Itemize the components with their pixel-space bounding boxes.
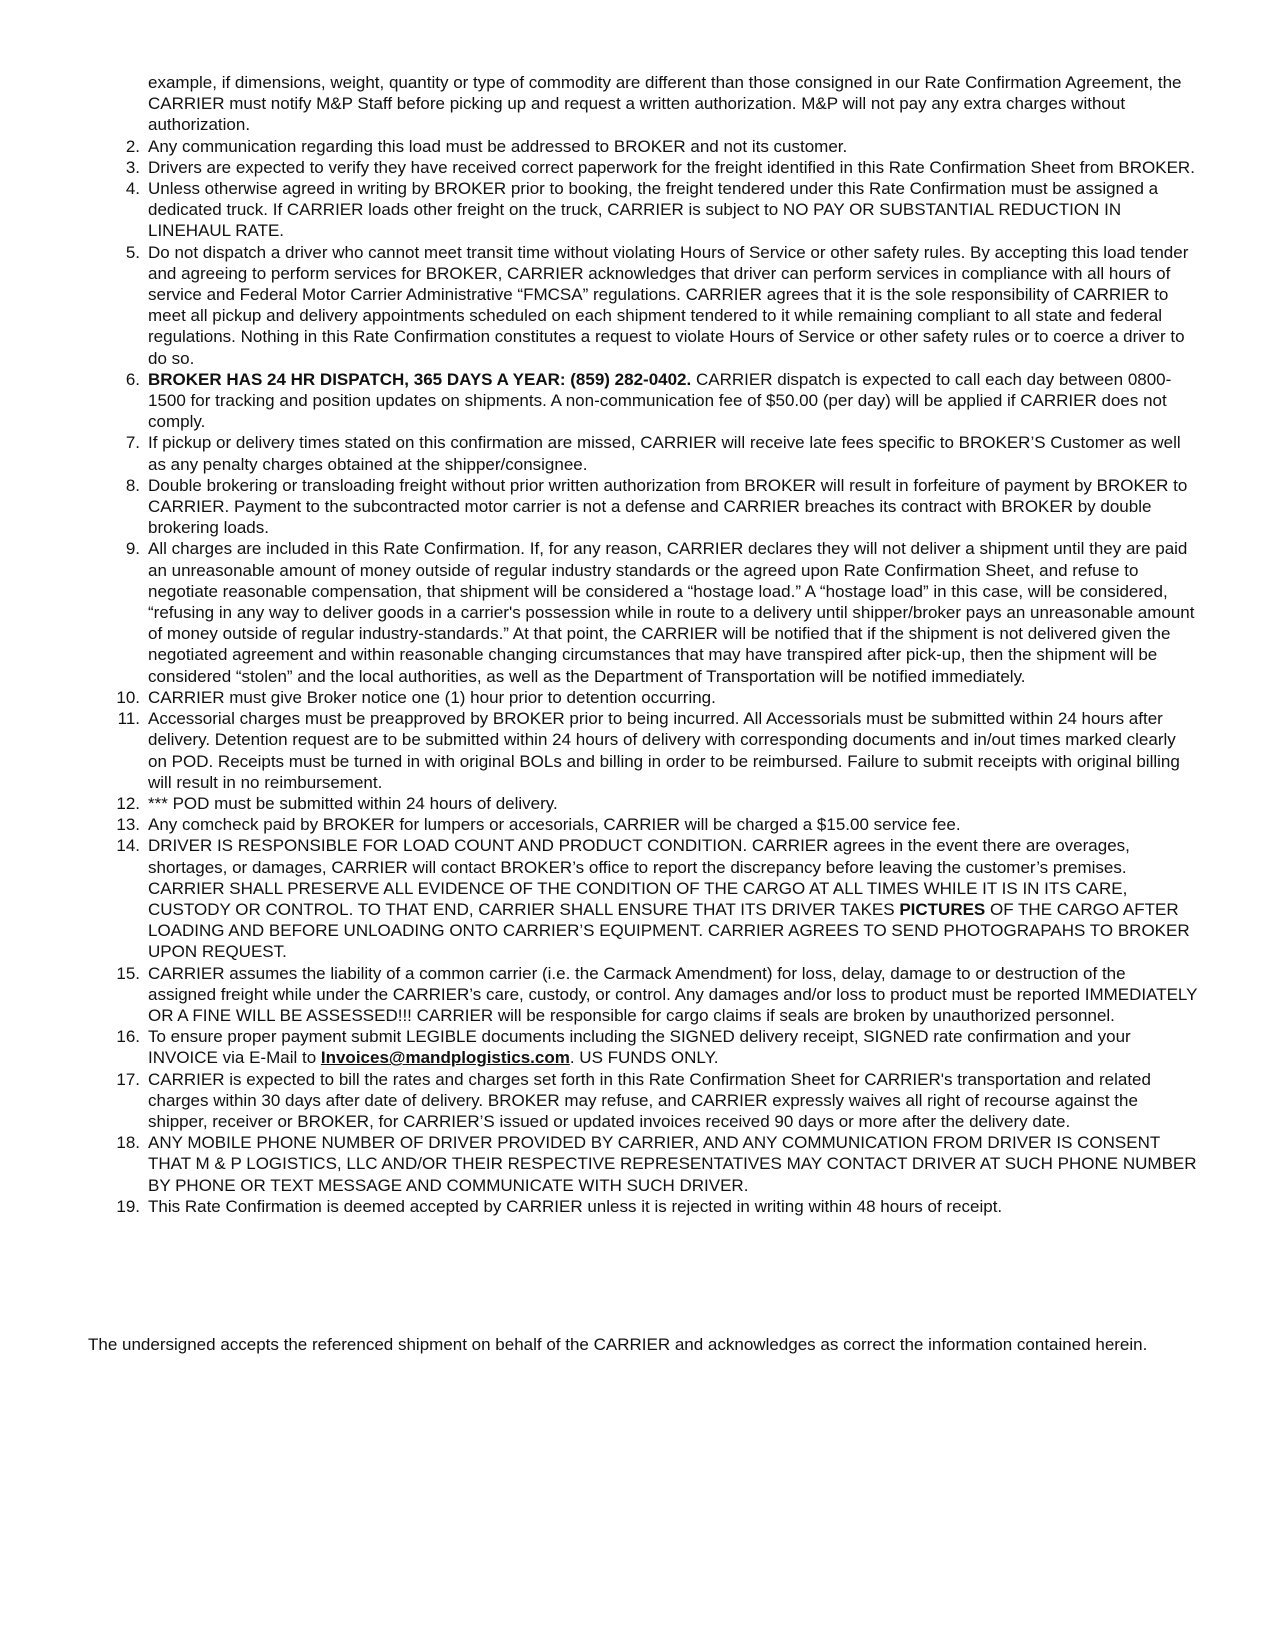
term-text-run: This Rate Confirmation is deemed accepted by CARRIER unless it is rejected in writing within 48 hours of receipt. — [148, 1196, 1003, 1216]
term-text — [148, 1197, 1002, 1216]
term-text — [148, 179, 1158, 240]
term-item — [88, 687, 1198, 708]
term-text-run: To ensure proper payment submit LEGIBLE documents including the SIGNED delivery receipt, SIGNED rate confirmation and your INVOICE via E-Mail to — [148, 1027, 1131, 1068]
term-text-run: Unless otherwise agreed in writing by BROKER prior to booking, the freight tendered under this Rate Confirmation must be assigned a dedicated truck. If CARRIER loads other freight on the truck, CARRIER is subject to NO PAY OR SUBSTANTIAL REDUCTION IN LINEHAUL RATE. — [148, 179, 1159, 241]
term-text — [148, 1070, 1151, 1131]
term-item — [88, 814, 1198, 835]
term-number: 14. — [116, 836, 140, 856]
term-text-run: If pickup or delivery times stated on this confirmation are missed, CARRIER will receive late fees specific to BROKER’S Customer as well as any penalty charges obtained at the shipper/consignee. — [148, 433, 1181, 474]
term-item — [88, 1069, 1198, 1133]
email-link[interactable]: Invoices@mandplogistics.com — [320, 1048, 570, 1068]
term-item — [88, 1132, 1198, 1196]
term-item — [88, 242, 1198, 369]
term-item — [88, 1026, 1198, 1068]
term-number: 8. — [125, 475, 140, 495]
term-text-run: All charges are included in this Rate Confirmation. If, for any reason, CARRIER declares they will not deliver a shipment until they are paid an unreasonable amount of money outside of regular industry standards or the agreed upon Rate Confirmation Sheet, and refuse to negotiate reasonable compensation, that shipment will be considered a “hostage load.” A “hostage load” in this case, will be considered, “refusing in any way to deliver goods in a carrier's possession while in route to a delivery until shipper/broker pays an unreasonable amount of money outside of regular industry-standards.” At that point, the CARRIER will be notified that if the shipment is not delivered given the negotiated agreement and within reasonable changing circumstances that may have transpired after pick-up, then the shipment will be considered “stolen” and the local authorities, as well as the Department of Transportation will be notified immediately. — [148, 539, 1195, 686]
term-item — [88, 475, 1198, 539]
term-text-run: BROKER HAS 24 HR DISPATCH, 365 DAYS A YEAR: (859) 282-0402. — [148, 369, 692, 389]
terms-list — [88, 72, 1198, 1217]
term-text-run: . US FUNDS ONLY. — [569, 1048, 719, 1068]
term-item — [88, 369, 1198, 433]
term-item — [88, 708, 1198, 793]
term-text — [148, 964, 1197, 1025]
term-text-run: Any comcheck paid by BROKER for lumpers or accesorials, CARRIER will be charged a $15.00 service fee. — [148, 815, 961, 835]
term-text-run: CARRIER is expected to bill the rates and charges set forth in this Rate Confirmation Sheet for CARRIER's transportation and related charges within 30 days after date of delivery. BROKER may refuse, and CARRIER expressly waives all right of recourse against the shipper, receiver or BROKER, for CARRIER’S issued or updated invoices received 90 days or more after the delivery date. — [148, 1069, 1151, 1131]
term-number: 18. — [116, 1133, 140, 1153]
term-number: 3. — [125, 157, 140, 177]
term-number: 13. — [116, 815, 140, 835]
term-text — [148, 243, 1188, 368]
term-text — [148, 815, 961, 834]
term-text-run: ANY MOBILE PHONE NUMBER OF DRIVER PROVIDED BY CARRIER, AND ANY COMMUNICATION FROM DRIVER IS CONSENT THAT M & P LOGISTICS, LLC AND/OR THEIR RESPECTIVE REPRESENTATIVES MAY CONTACT DRIVER AT SUCH PHONE NUMBER BY PHONE OR TEXT MESSAGE AND COMMUNICATE WITH SUCH DRIVER. — [148, 1133, 1197, 1195]
term-text-run: DRIVER IS RESPONSIBLE FOR LOAD COUNT AND PRODUCT CONDITION. CARRIER agrees in the event there are overages, shortages, or damages, CARRIER will contact BROKER’s office to report the discrepancy before leaving the customer’s premises. CARRIER SHALL PRESERVE ALL EVIDENCE OF THE CONDITION OF THE CARGO AT ALL TIMES WHILE IT IS IN ITS CARE, CUSTODY OR CONTROL. TO THAT END, CARRIER SHALL ENSURE THAT ITS DRIVER TAKES — [148, 836, 1130, 919]
term-text-run: OF THE CARGO AFTER LOADING AND BEFORE UNLOADING ONTO CARRIER’S EQUIPMENT. CARRIER AGREES TO SEND PHOTOGRAPAHS TO BROKER UPON REQUEST. — [148, 899, 1190, 962]
term-number: 12. — [116, 793, 140, 813]
term-text — [148, 370, 1171, 431]
term-number: 17. — [116, 1069, 140, 1089]
term-text — [148, 1027, 1131, 1067]
term-text-run: Double brokering or transloading freight without prior written authorization from BROKER will result in forfeiture of payment by BROKER to CARRIER. Payment to the subcontracted motor carrier is not a defense and CARRIER breaches its contract with BROKER by double brokering loads. — [148, 475, 1188, 538]
term-number: 11. — [117, 709, 140, 729]
term-text — [148, 137, 847, 156]
term-text — [148, 1133, 1197, 1194]
term-text-run: CARRIER dispatch is expected to call each day between 0800-1500 for tracking and position updates on shipments. A non-communication fee of $50.00 (per day) will be applied if CARRIER does not comply. — [148, 369, 1172, 432]
term-text — [148, 794, 558, 813]
term-number: 10. — [116, 687, 140, 707]
term-item — [88, 72, 1198, 136]
term-item — [88, 835, 1198, 962]
term-text — [148, 539, 1194, 685]
term-text-run: CARRIER must give Broker notice one (1) hour prior to detention occurring. — [148, 687, 716, 707]
term-text — [148, 476, 1187, 537]
term-text — [148, 688, 716, 707]
term-text — [148, 158, 1195, 177]
term-item — [88, 136, 1198, 157]
term-text-run: Drivers are expected to verify they have received correct paperwork for the freight identified in this Rate Confirmation Sheet from BROKER. — [148, 157, 1195, 177]
term-text — [148, 73, 1181, 134]
term-number: 19. — [116, 1196, 140, 1216]
term-text-run: Any communication regarding this load must be addressed to BROKER and not its customer. — [148, 136, 848, 156]
term-item — [88, 432, 1198, 474]
term-number: 9. — [125, 539, 140, 559]
term-text — [148, 836, 1190, 961]
term-number: 7. — [125, 433, 140, 453]
term-text-run: Do not dispatch a driver who cannot meet transit time without violating Hours of Service or other safety rules. By accepting this load tender and agreeing to perform services for BROKER, CARRIER acknowledges that driver can perform services in compliance with all hours of service and Federal Motor Carrier Administrative “FMCSA” regulations. CARRIER agrees that it is the sole responsibility of CARRIER to meet all pickup and delivery appointments scheduled on each shipment tendered to it while remaining compliant to all state and federal regulations. Nothing in this Rate Confirmation constitutes a request to violate Hours of Service or other safety rules or to coerce a driver to do so. — [148, 242, 1189, 368]
term-number: 6. — [125, 369, 140, 389]
term-item — [88, 538, 1198, 686]
term-number: 16. — [116, 1027, 140, 1047]
term-item — [88, 178, 1198, 242]
term-text-run: PICTURES — [899, 899, 986, 919]
term-text — [148, 709, 1180, 792]
term-number: 5. — [125, 242, 140, 262]
term-item — [88, 963, 1198, 1027]
closing-statement: The undersigned accepts the referenced shipment on behalf of the CARRIER and acknowledges as correct the information contained herein. — [88, 1335, 1148, 1354]
term-item — [88, 157, 1198, 178]
term-text-run: Accessorial charges must be preapproved by BROKER prior to being incurred. All Accessorials must be submitted within 24 hours after delivery. Detention request are to be submitted within 24 hours of delivery with corresponding documents and in/out times marked clearly on POD. Receipts must be turned in with original BOLs and billing in order to be reimbursed. Failure to submit receipts with original billing will result in no reimbursement. — [148, 709, 1180, 792]
term-text — [148, 433, 1181, 473]
term-number: 4. — [125, 179, 140, 199]
term-text-run: *** POD must be submitted within 24 hours of delivery. — [148, 793, 558, 813]
term-number: 2. — [125, 136, 140, 156]
term-text-run: CARRIER assumes the liability of a common carrier (i.e. the Carmack Amendment) for loss, delay, damage to or destruction of the assigned freight while under the CARRIER’s care, custody, or control. Any damages and/or loss to product must be reported IMMEDIATELY OR A FINE WILL BE ASSESSED!!! CARRIER will be responsible for cargo claims if seals are broken by unauthorized personnel. — [148, 963, 1198, 1025]
term-item — [88, 793, 1198, 814]
term-item — [88, 1196, 1198, 1217]
term-text-run: example, if dimensions, weight, quantity or type of commodity are different than those consigned in our Rate Confirmation Agreement, the CARRIER must notify M&P Staff before picking up and request a written authorization. M&P will not pay any extra charges without authorization. — [148, 73, 1182, 135]
term-number: 15. — [116, 963, 140, 983]
